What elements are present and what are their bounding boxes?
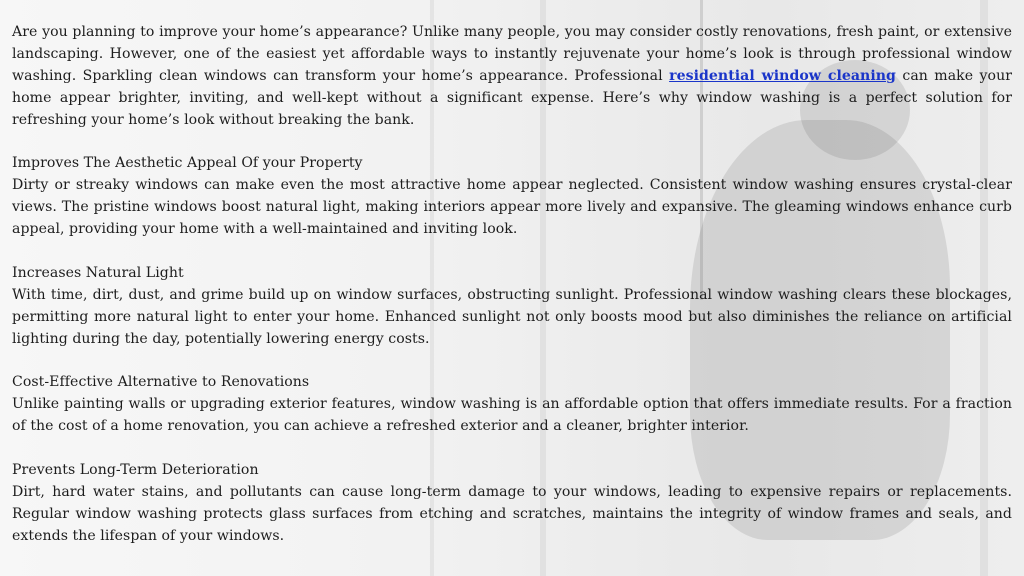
spacer bbox=[12, 241, 1012, 263]
intro-paragraph bbox=[12, 22, 1012, 132]
section-body: Unlike painting walls or upgrading exterior features, window washing is an affordable option that offers immediate results. For a fraction of the cost of a home renovation, you can achieve a refreshed exterior and a cleaner, brighter interior. bbox=[12, 396, 1012, 435]
section-heading: Prevents Long-Term Deterioration bbox=[12, 462, 259, 479]
spacer bbox=[12, 132, 1012, 154]
intro-text-after-link: can make your home appear brighter, inviting, and well-kept without a significant expense. Here’s why window washing is a perfect solution for refreshing your home’s look without breaking the bank. bbox=[12, 67, 1013, 128]
article-body bbox=[12, 22, 1012, 548]
section-heading: Increases Natural Light bbox=[12, 264, 184, 281]
intro-text-before-link: Are you planning to improve your home’s appearance? Unlike many people, you may consider costly renovations, fresh paint, or extensive landscaping. However, one of the easiest yet affordable ways to instantly rejuvenate your home’s look is through professional window washing. Sparkling clean windows can transform your home’s appearance. Professional bbox=[12, 24, 1012, 84]
section-body: With time, dirt, dust, and grime build up on window surfaces, obstructing sunlight. Professional window washing clears these blockages, permitting more natural light to enter your home. Enhanced sunlight not only boosts mood but also diminishes the reliance on artificial lighting during the day, potentially lowering energy costs. bbox=[12, 286, 1012, 347]
spacer bbox=[12, 351, 1012, 373]
section-heading: Improves The Aesthetic Appeal Of your Property bbox=[12, 155, 363, 172]
spacer bbox=[12, 438, 1012, 460]
section-body: Dirty or streaky windows can make even the most attractive home appear neglected. Consistent window washing ensures crystal-clear views. The pristine windows boost natural light, making interiors appear more lively and expansive. The gleaming windows enhance curb appeal, providing your home with a well-maintained and inviting look. bbox=[12, 177, 1012, 238]
section-heading: Cost-Effective Alternative to Renovations bbox=[12, 374, 310, 391]
section-body: Dirt, hard water stains, and pollutants can cause long-term damage to your windows, leading to expensive repairs or replacements. Regular window washing protects glass surfaces from etching and scratches, maintains the integrity of window frames and seals, and extends the lifespan of your windows. bbox=[12, 483, 1012, 544]
residential-window-cleaning-link[interactable]: residential window cleaning bbox=[669, 67, 896, 84]
